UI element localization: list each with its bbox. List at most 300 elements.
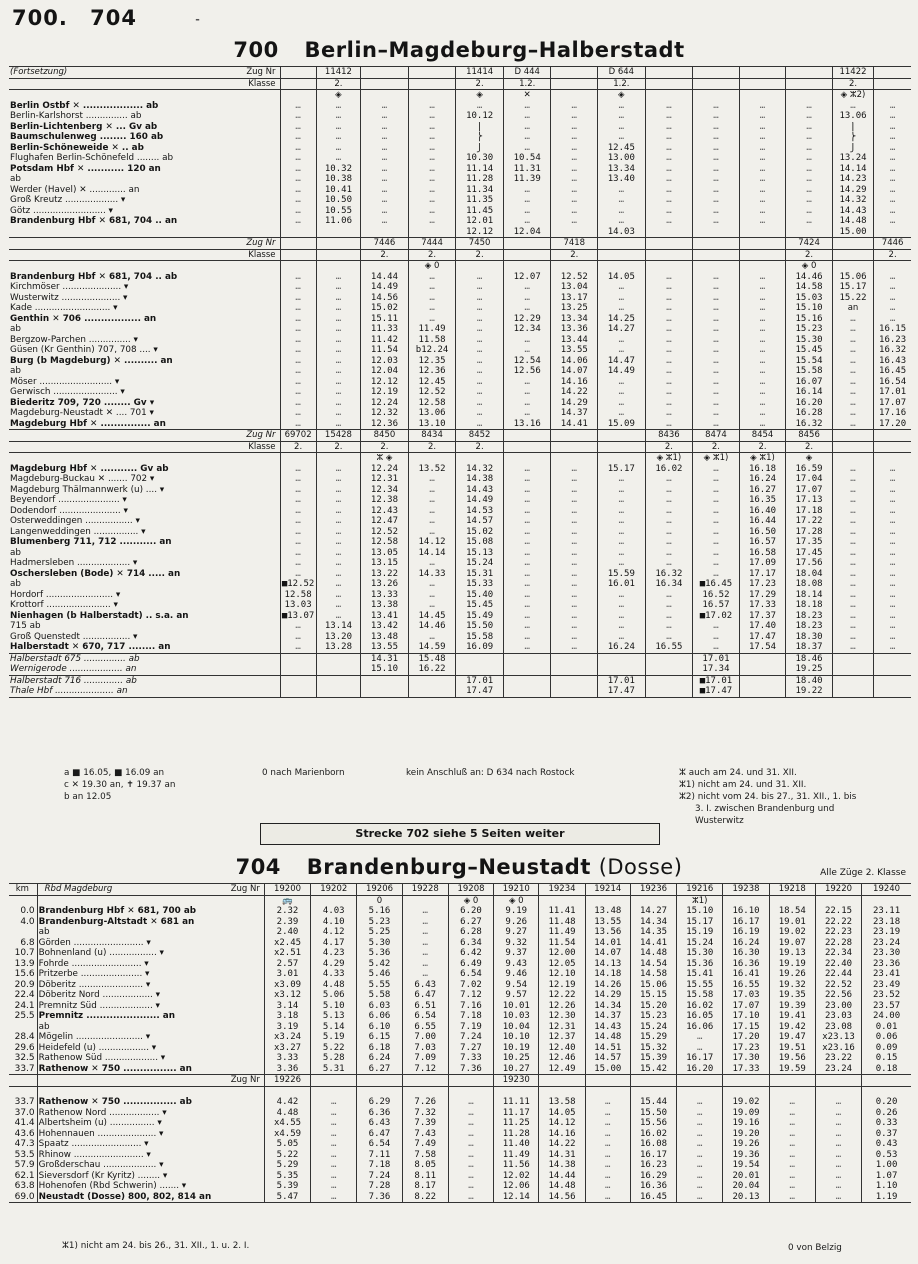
departure-time: 19.19 bbox=[769, 959, 815, 970]
departure-time: … bbox=[280, 335, 316, 346]
timetable-704-table bbox=[9, 883, 911, 1203]
train-number bbox=[503, 430, 551, 442]
station-row bbox=[9, 1001, 911, 1012]
departure-time: … bbox=[311, 1118, 357, 1129]
departure-time: … bbox=[786, 111, 833, 122]
departure-time: 14.56 bbox=[361, 293, 409, 304]
departure-time: 16.07 bbox=[786, 377, 833, 388]
station-row bbox=[9, 948, 911, 959]
departure-time: 14.49 bbox=[598, 366, 646, 377]
departure-time: … bbox=[311, 1108, 357, 1119]
departure-time: … bbox=[874, 474, 911, 485]
departure-time: … bbox=[316, 143, 360, 154]
departure-time bbox=[874, 261, 911, 272]
train-number: 19236 bbox=[630, 884, 676, 896]
departure-time: 18.18 bbox=[786, 600, 833, 611]
station-row bbox=[9, 548, 911, 559]
station-name: Langenweddingen ................ ▾ bbox=[10, 526, 146, 537]
departure-time: … bbox=[280, 621, 316, 632]
train-class bbox=[874, 441, 911, 453]
departure-time: 5.22 bbox=[264, 1150, 310, 1161]
departure-time: 23.03 bbox=[815, 1011, 861, 1022]
station-row bbox=[9, 324, 911, 335]
train-number: D 444 bbox=[503, 67, 551, 79]
departure-time: 14.12 bbox=[539, 1118, 585, 1129]
header-fortsetzung: (Fortsetzung) bbox=[10, 67, 68, 77]
departure-time: … bbox=[739, 356, 786, 367]
departure-time: 19.25 bbox=[786, 664, 833, 675]
departure-time: 22.15 bbox=[815, 906, 861, 917]
departure-time: … bbox=[316, 506, 360, 517]
departure-time bbox=[551, 653, 598, 664]
departure-time: … bbox=[693, 101, 740, 112]
departure-time: 4.17 bbox=[311, 938, 357, 949]
departure-time: 16.24 bbox=[723, 938, 769, 949]
departure-time: … bbox=[316, 611, 360, 622]
departure-time: 13.34 bbox=[551, 314, 598, 325]
departure-time: 7.02 bbox=[448, 980, 493, 991]
departure-time: 11.54 bbox=[539, 938, 585, 949]
departure-time: 6.27 bbox=[448, 917, 493, 928]
departure-time: 5.36 bbox=[357, 948, 402, 959]
departure-time: … bbox=[832, 642, 873, 653]
departure-time: … bbox=[503, 303, 551, 314]
departure-time: 12.43 bbox=[361, 506, 409, 517]
departure-time: 11.42 bbox=[361, 335, 409, 346]
departure-time: 11.45 bbox=[456, 206, 504, 217]
train-number: 19234 bbox=[539, 884, 585, 896]
station-name: Möser .......................... ▾ bbox=[10, 376, 120, 387]
departure-time: … bbox=[874, 632, 911, 643]
departure-time bbox=[739, 686, 786, 697]
departure-time: 12.30 bbox=[539, 1011, 585, 1022]
departure-time: x4.55 bbox=[264, 1118, 310, 1129]
departure-time: 15.30 bbox=[786, 335, 833, 346]
departure-time: … bbox=[361, 185, 409, 196]
departure-time: … bbox=[693, 174, 740, 185]
departure-time bbox=[408, 90, 456, 101]
train-class: 2. bbox=[408, 441, 456, 453]
departure-time: 17.16 bbox=[874, 408, 911, 419]
train-class bbox=[874, 78, 911, 90]
departure-time: … bbox=[311, 1160, 357, 1171]
departure-time: 15.06 bbox=[832, 272, 873, 283]
train-mark: 🚌 bbox=[264, 895, 310, 906]
departure-time: 15.24 bbox=[677, 938, 723, 949]
departure-time: … bbox=[786, 143, 833, 154]
departure-time: 17.07 bbox=[723, 1001, 769, 1012]
train-class bbox=[832, 249, 873, 261]
departure-time: … bbox=[786, 185, 833, 196]
departure-time: 16.54 bbox=[874, 377, 911, 388]
departure-time: … bbox=[598, 485, 646, 496]
station-row bbox=[9, 980, 911, 991]
station-name: Berlin Ostbf ✕ .................. ab bbox=[10, 100, 159, 111]
departure-time bbox=[361, 686, 409, 697]
departure-time: … bbox=[645, 185, 693, 196]
departure-time: … bbox=[874, 206, 911, 217]
departure-time: … bbox=[645, 377, 693, 388]
km-empty bbox=[9, 895, 37, 906]
km-value: 62.1 bbox=[9, 1171, 37, 1182]
departure-time: … bbox=[311, 1139, 357, 1150]
departure-time: … bbox=[693, 303, 740, 314]
departure-time: 15.58 bbox=[456, 632, 504, 643]
departure-time: … bbox=[598, 408, 646, 419]
departure-time bbox=[316, 664, 360, 675]
departure-time: 10.55 bbox=[316, 206, 360, 217]
train-number bbox=[361, 67, 409, 79]
departure-time: … bbox=[408, 303, 456, 314]
train-number bbox=[874, 67, 911, 79]
station-name: Wernigerode ................... an bbox=[10, 664, 137, 674]
departure-time: … bbox=[598, 387, 646, 398]
station-name: Gerwisch ....................... ▾ bbox=[10, 387, 125, 397]
station-row bbox=[9, 153, 911, 164]
departure-time: 6.28 bbox=[448, 927, 493, 938]
station-row bbox=[9, 1097, 911, 1108]
train-number: 19228 bbox=[402, 884, 448, 896]
timetable-700 bbox=[9, 66, 911, 698]
departure-time: … bbox=[280, 216, 316, 227]
departure-time: … bbox=[280, 132, 316, 143]
train-class: 2. bbox=[693, 441, 740, 453]
station-name: Magdeburg Hbf ✕ ........... Gv ab bbox=[10, 463, 169, 474]
departure-time: … bbox=[598, 111, 646, 122]
departure-time: … bbox=[456, 398, 504, 409]
timetable-700-footnotes-left bbox=[64, 767, 175, 803]
timetable-700-footnote-anschluss bbox=[406, 767, 574, 779]
departure-time bbox=[456, 664, 504, 675]
train-class: 2. bbox=[832, 78, 873, 90]
departure-time: 16.32 bbox=[786, 419, 833, 430]
departure-time: ◈ ⵣ1) bbox=[739, 453, 786, 464]
departure-time bbox=[739, 90, 786, 101]
departure-time: … bbox=[503, 485, 551, 496]
departure-time: … bbox=[316, 366, 360, 377]
departure-time: … bbox=[645, 122, 693, 133]
train-number bbox=[402, 1075, 448, 1087]
departure-time: 12.04 bbox=[361, 366, 409, 377]
departure-time: 15.17 bbox=[677, 917, 723, 928]
train-number bbox=[693, 67, 740, 79]
train-number: 19230 bbox=[494, 1075, 539, 1087]
departure-time: 11.58 bbox=[408, 335, 456, 346]
departure-time: 16.10 bbox=[723, 906, 769, 917]
departure-time: … bbox=[316, 132, 360, 143]
train-number bbox=[862, 1075, 911, 1087]
departure-time: 0.37 bbox=[862, 1129, 911, 1140]
departure-time: 19.42 bbox=[769, 1022, 815, 1033]
departure-time: … bbox=[739, 408, 786, 419]
train-class bbox=[739, 249, 786, 261]
train-number-row bbox=[9, 430, 911, 442]
departure-time: … bbox=[739, 293, 786, 304]
station-row bbox=[9, 464, 911, 475]
departure-time: 5.22 bbox=[311, 1043, 357, 1054]
station-name: Berlin-Karlshorst ............... ab bbox=[10, 111, 142, 121]
departure-time: … bbox=[316, 474, 360, 485]
departure-time: … bbox=[874, 164, 911, 175]
train-class bbox=[693, 78, 740, 90]
departure-time: 11.33 bbox=[361, 324, 409, 335]
departure-time: … bbox=[693, 293, 740, 304]
departure-time: … bbox=[874, 111, 911, 122]
footnote-line: c ✕ 19.30 an, ✝ 19.37 an bbox=[64, 780, 176, 790]
train-mark bbox=[723, 895, 769, 906]
departure-time: 13.42 bbox=[361, 621, 409, 632]
departure-time: … bbox=[280, 324, 316, 335]
header-label: Zug Nr bbox=[9, 430, 280, 442]
departure-time: 8.22 bbox=[402, 1192, 448, 1203]
empty-cell bbox=[448, 1086, 493, 1097]
departure-time: … bbox=[503, 516, 551, 527]
departure-time: 16.22 bbox=[408, 664, 456, 675]
departure-time: … bbox=[645, 590, 693, 601]
timetable-700-title bbox=[0, 38, 918, 62]
departure-time: … bbox=[693, 537, 740, 548]
station-name bbox=[9, 227, 280, 238]
departure-time: 1.00 bbox=[862, 1160, 911, 1171]
departure-time: … bbox=[280, 101, 316, 112]
station-name: ab bbox=[38, 1021, 50, 1032]
footnote-line: Wusterwitz bbox=[695, 816, 744, 826]
departure-time: 1.10 bbox=[862, 1181, 911, 1192]
departure-time: … bbox=[693, 495, 740, 506]
departure-time: … bbox=[815, 1150, 861, 1161]
departure-time: 23.22 bbox=[815, 1053, 861, 1064]
departure-time: 18.40 bbox=[786, 675, 833, 686]
departure-time: … bbox=[645, 474, 693, 485]
departure-time: 10.30 bbox=[456, 153, 504, 164]
departure-time: 18.08 bbox=[786, 579, 833, 590]
station-name: Premnitz Süd ................... ▾ bbox=[38, 1000, 160, 1011]
departure-time: 22.28 bbox=[815, 938, 861, 949]
departure-time: … bbox=[874, 216, 911, 227]
departure-time: … bbox=[280, 314, 316, 325]
km-value: 4.0 bbox=[9, 917, 37, 928]
train-class: 2. bbox=[456, 441, 504, 453]
departure-time: … bbox=[280, 537, 316, 548]
departure-time: … bbox=[598, 600, 646, 611]
station-name: Oschersleben (Bode) ✕ 714 ..... an bbox=[10, 568, 181, 579]
footnote-704-right-text: 0 von Belzig bbox=[788, 1243, 842, 1253]
departure-time: 17.10 bbox=[723, 1011, 769, 1022]
departure-time: 16.24 bbox=[739, 474, 786, 485]
departure-time: 18.23 bbox=[786, 621, 833, 632]
train-number: 8454 bbox=[739, 430, 786, 442]
station-name: ab bbox=[38, 927, 50, 937]
klasse-row bbox=[9, 441, 911, 453]
departure-time: 7.32 bbox=[402, 1108, 448, 1119]
departure-time: 12.24 bbox=[361, 398, 409, 409]
departure-time: … bbox=[503, 495, 551, 506]
departure-time: … bbox=[448, 1139, 493, 1150]
train-class bbox=[316, 249, 360, 261]
departure-time: … bbox=[739, 111, 786, 122]
departure-time: … bbox=[769, 1129, 815, 1140]
departure-time: 11.49 bbox=[539, 927, 585, 938]
departure-time: … bbox=[598, 495, 646, 506]
departure-time: 15.17 bbox=[598, 464, 646, 475]
departure-time: … bbox=[448, 1150, 493, 1161]
departure-time bbox=[361, 261, 409, 272]
train-number bbox=[448, 1075, 493, 1087]
timetable-704-title bbox=[0, 855, 918, 879]
departure-time: 10.54 bbox=[503, 153, 551, 164]
train-number: 11414 bbox=[456, 67, 504, 79]
departure-time: … bbox=[408, 506, 456, 517]
departure-time: … bbox=[739, 314, 786, 325]
departure-time: … bbox=[786, 132, 833, 143]
train-number bbox=[769, 1075, 815, 1087]
departure-time bbox=[280, 453, 316, 464]
departure-time: … bbox=[408, 206, 456, 217]
departure-time: 3.14 bbox=[264, 1001, 310, 1012]
departure-time: … bbox=[503, 122, 551, 133]
departure-time: … bbox=[677, 1118, 723, 1129]
station-row bbox=[9, 282, 911, 293]
departure-time: … bbox=[874, 282, 911, 293]
departure-time: 19.01 bbox=[769, 917, 815, 928]
departure-time: … bbox=[503, 143, 551, 154]
departure-time: … bbox=[503, 611, 551, 622]
departure-time: 16.23 bbox=[630, 1160, 676, 1171]
departure-time bbox=[739, 653, 786, 664]
train-number: 7446 bbox=[874, 238, 911, 250]
station-row bbox=[9, 686, 911, 697]
departure-time: … bbox=[645, 324, 693, 335]
departure-time: … bbox=[874, 153, 911, 164]
departure-time: … bbox=[316, 569, 360, 580]
station-name: Brandenburg Hbf ✕ 681, 704 .. ab bbox=[10, 271, 178, 282]
departure-time: … bbox=[408, 293, 456, 304]
departure-time: … bbox=[551, 143, 598, 154]
departure-time: 5.55 bbox=[357, 980, 402, 991]
departure-time: … bbox=[769, 1097, 815, 1108]
departure-time: 9.19 bbox=[494, 906, 539, 917]
departure-time: ✕ bbox=[503, 90, 551, 101]
departure-time: 17.18 bbox=[786, 506, 833, 517]
departure-time bbox=[598, 653, 646, 664]
header-rbd bbox=[37, 884, 264, 896]
departure-time: … bbox=[786, 195, 833, 206]
departure-time: … bbox=[585, 1160, 630, 1171]
departure-time bbox=[874, 686, 911, 697]
station-row bbox=[9, 90, 911, 101]
departure-time: … bbox=[456, 377, 504, 388]
departure-time: … bbox=[598, 206, 646, 217]
train-number-row bbox=[9, 67, 911, 79]
departure-time: 7.39 bbox=[402, 1118, 448, 1129]
departure-time: 14.56 bbox=[539, 1192, 585, 1203]
departure-time: x23.16 bbox=[815, 1043, 861, 1054]
empty-cell bbox=[862, 1086, 911, 1097]
departure-time: … bbox=[503, 474, 551, 485]
departure-time: 5.16 bbox=[357, 906, 402, 917]
km-value: 15.6 bbox=[9, 969, 37, 980]
departure-time: 16.57 bbox=[693, 600, 740, 611]
departure-time: … bbox=[280, 366, 316, 377]
train-mark bbox=[585, 895, 630, 906]
departure-time: … bbox=[280, 464, 316, 475]
departure-time: … bbox=[316, 303, 360, 314]
departure-time: … bbox=[693, 143, 740, 154]
departure-time: 13.36 bbox=[551, 324, 598, 335]
train-class bbox=[280, 249, 316, 261]
departure-time: … bbox=[503, 101, 551, 112]
departure-time: 17.07 bbox=[874, 398, 911, 409]
departure-time: … bbox=[503, 642, 551, 653]
departure-time: 17.03 bbox=[723, 990, 769, 1001]
departure-time: … bbox=[832, 590, 873, 601]
departure-time: 13.58 bbox=[539, 1097, 585, 1108]
departure-time: … bbox=[693, 408, 740, 419]
departure-time: … bbox=[874, 293, 911, 304]
departure-time: … bbox=[503, 345, 551, 356]
departure-time: … bbox=[832, 335, 873, 346]
departure-time: 10.04 bbox=[494, 1022, 539, 1033]
train-number: 19238 bbox=[723, 884, 769, 896]
km-value: 28.4 bbox=[9, 1032, 37, 1043]
departure-time: … bbox=[693, 195, 740, 206]
station-name: Döberitz ....................... ▾ bbox=[38, 979, 151, 990]
station-name: Magdeburg Hbf ✕ ............... an bbox=[9, 419, 280, 430]
station-name: Wusterwitz ..................... ▾ bbox=[10, 292, 128, 303]
departure-time: … bbox=[448, 1118, 493, 1129]
departure-time: 2.32 bbox=[264, 906, 310, 917]
departure-time: 12.52 bbox=[408, 387, 456, 398]
departure-time: … bbox=[316, 111, 360, 122]
departure-time: 15.09 bbox=[598, 419, 646, 430]
departure-time: … bbox=[503, 206, 551, 217]
train-class: 2. bbox=[361, 249, 409, 261]
departure-time: 14.34 bbox=[585, 1001, 630, 1012]
departure-time: … bbox=[408, 495, 456, 506]
departure-time: 12.22 bbox=[539, 990, 585, 1001]
departure-time: 11.28 bbox=[494, 1129, 539, 1140]
departure-time: … bbox=[598, 132, 646, 143]
station-row bbox=[9, 356, 911, 367]
departure-time: … bbox=[456, 324, 504, 335]
departure-time: b12.24 bbox=[408, 345, 456, 356]
departure-time: 16.45 bbox=[630, 1192, 676, 1203]
departure-time: 12.24 bbox=[361, 464, 409, 475]
departure-time: … bbox=[786, 101, 833, 112]
train-number bbox=[677, 1075, 723, 1087]
departure-time: … bbox=[408, 600, 456, 611]
station-row bbox=[9, 495, 911, 506]
station-row bbox=[9, 272, 911, 283]
departure-time: … bbox=[645, 516, 693, 527]
station-row bbox=[9, 675, 911, 686]
departure-time: 16.29 bbox=[630, 1171, 676, 1182]
departure-time: … bbox=[693, 282, 740, 293]
departure-time: … bbox=[598, 216, 646, 227]
departure-time: 16.55 bbox=[723, 980, 769, 991]
departure-time: 10.10 bbox=[494, 1032, 539, 1043]
departure-time: 6.43 bbox=[357, 1118, 402, 1129]
station-name bbox=[9, 453, 280, 464]
departure-time: … bbox=[693, 324, 740, 335]
departure-time: … bbox=[645, 485, 693, 496]
departure-time: … bbox=[503, 335, 551, 346]
departure-time: … bbox=[551, 485, 598, 496]
train-class bbox=[832, 441, 873, 453]
station-name: ab bbox=[10, 174, 21, 184]
station-name: Görden ......................... ▾ bbox=[38, 937, 151, 948]
departure-time: 6.51 bbox=[402, 1001, 448, 1012]
